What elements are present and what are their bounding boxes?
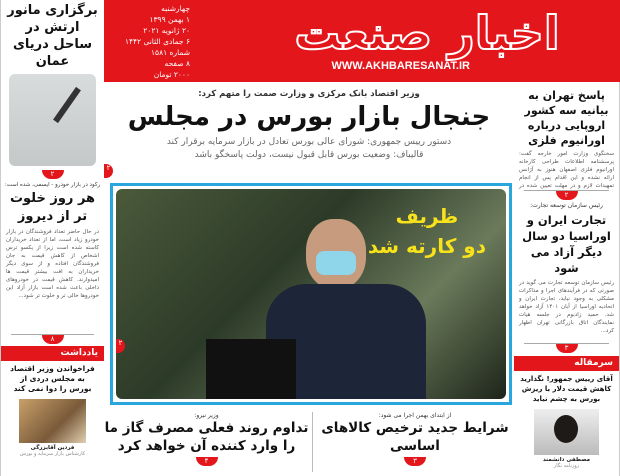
date-persian: ۱ بهمن ۱۳۹۹: [149, 15, 190, 24]
author-photo: [19, 399, 86, 443]
story-body: در حال حاضر تعداد فروشندگان در بازار خودرو زیاد است، اما از تعداد خریداران کاسته شده است زیرا از یکسو ترس اشخاص از کاهش قیمت به جان فروشندگان افتاده و از سوی دیگر خریداران به افت بیشتر قیمت ها امیدوارند. کاهش قیمت در خودروهای داخلی باعث شده است بازار آزاد این خودروها خالی تر و خلوت تر شود...: [6, 229, 99, 299]
story-headline[interactable]: تجارت ایران و اوراسیا دو سال دیگر آزاد می شود: [522, 213, 611, 275]
website-url[interactable]: WWW.AKHBARESANAT.IR: [331, 60, 470, 72]
bottom-story-customs: [316, 412, 514, 466]
page-badge: ۲: [42, 170, 64, 179]
page-badge: ۲: [104, 164, 113, 178]
mask: [316, 251, 356, 275]
page-badge: ۳: [556, 344, 578, 353]
caption-line: ظریف: [395, 204, 459, 228]
author-photo: [534, 409, 599, 455]
story-headline[interactable]: تداوم روند فعلی مصرف گاز ما را وارد کننده آن خواهد کرد: [104, 420, 309, 454]
author-name: مصطفی دانشمند: [542, 457, 591, 463]
page-badge: ۳: [404, 457, 426, 466]
bottom-story-gas: [104, 412, 309, 466]
story-headline[interactable]: شرایط جدید ترخیص کالاهای اساسی: [321, 420, 509, 454]
author-role: کارشناس بازار سرمایه و بورس: [19, 451, 86, 457]
main-subhead: دستور رییس جمهوری: شورای عالی بورس تعادل در بازار سرمایه برقرار کند: [166, 137, 452, 147]
divider: [312, 412, 313, 472]
author-role: روزنامه نگار: [553, 463, 580, 469]
author-head: [554, 415, 578, 443]
story-kicker: وزیر نیرو:: [194, 412, 219, 419]
story-headline[interactable]: هر روز خلوت تر از دیروز: [9, 191, 96, 224]
caption-line: دو کارته شد: [367, 234, 486, 258]
page-badge: ۲: [556, 191, 578, 200]
plane-icon: [53, 87, 81, 123]
page-badge: ۸: [42, 335, 64, 344]
issue-number: شماره ۱۵۸۱: [151, 48, 190, 57]
main-kicker: وزیر اقتصاد بانک مرکزی و وزارت صمت را متهم کرد:: [198, 89, 420, 99]
main-subhead: قالیباف: وضعیت بورس قابل قبول نیست، دولت پاسخگو باشد: [194, 150, 424, 160]
story-body: سخنگوی وزارت امور خارجه گفت: پرسشنامه اطلاعات طراحی کارخانه اورانیوم فلزی اصفهان هنوز به آژانس ارائه نشده و این اقدام پس از انجام تمهیدات لازم و در مهلت تعیین شده در: [519, 151, 614, 189]
page-count: ۸ صفحه: [164, 59, 190, 68]
newspaper-logo: اخبار صنعت: [294, 6, 560, 60]
photo-caption: [368, 201, 486, 261]
editorial-headline[interactable]: آقای رییس جمهور! نگذارید کاهش قیمت دلار با ریزش بورس به چشم نیاید: [520, 375, 613, 403]
story-kicker: رئیس سازمان توسعه تجارت:: [530, 202, 603, 209]
photo-page-badge: ۲: [116, 339, 125, 353]
right-column: [514, 82, 620, 476]
story-headline[interactable]: برگزاری مانور ارتش در ساحل دریای عمان: [7, 3, 98, 69]
podium: [206, 339, 296, 399]
weekday: چهارشنبه: [161, 4, 190, 13]
section-header-note: یادداشت: [1, 346, 104, 361]
story-kicker: رکود در بازار خودرو - ایسمی، شده است:: [4, 182, 101, 188]
plane-photo: [9, 74, 96, 166]
date-gregorian: ۲۰ ژانویه ۲۰۲۱: [143, 26, 190, 35]
page-badge: ۴: [196, 457, 218, 466]
section-header-editorial: سرمقاله: [514, 356, 619, 371]
left-column: [0, 0, 104, 476]
price: ۲۰۰۰ تومان: [153, 70, 190, 79]
author-name: فردین آقابزرگی: [30, 445, 75, 451]
zarif-photo: [116, 189, 506, 399]
main-story: [104, 82, 514, 476]
masthead: [104, 0, 620, 82]
story-headline[interactable]: پاسخ تهران به بیانیه سه کشور اروپایی درباره اورانیوم فلزی: [524, 89, 609, 147]
date-hijri: ۶ جمادی الثانی ۱۴۴۲: [124, 37, 190, 46]
story-body: رئیس سازمان توسعه تجارت می گوید در صورتی که در فرآیندهای اجرا و مذاکرات مشکلی به وجود نیاید، تجارت ایران و اتحادیه اوراسیا از آبان ۱۴۰۱ آزاد خواهد شد. حمید زادبوم در جلسه هیات نمایندگان اتاق بازرگانی تهران اظهار کرد...: [519, 280, 614, 334]
main-headline[interactable]: جنجال بازار بورس در مجلس: [127, 102, 491, 132]
issue-info: [110, 3, 190, 80]
story-kicker: از ابتدای بهمن اجرا می شود:: [378, 412, 452, 419]
note-headline[interactable]: فراخواندن وزیر اقتصاد به مجلس دردی از بورس را دوا نمی کند: [10, 364, 95, 393]
main-photo-frame: [110, 183, 512, 405]
